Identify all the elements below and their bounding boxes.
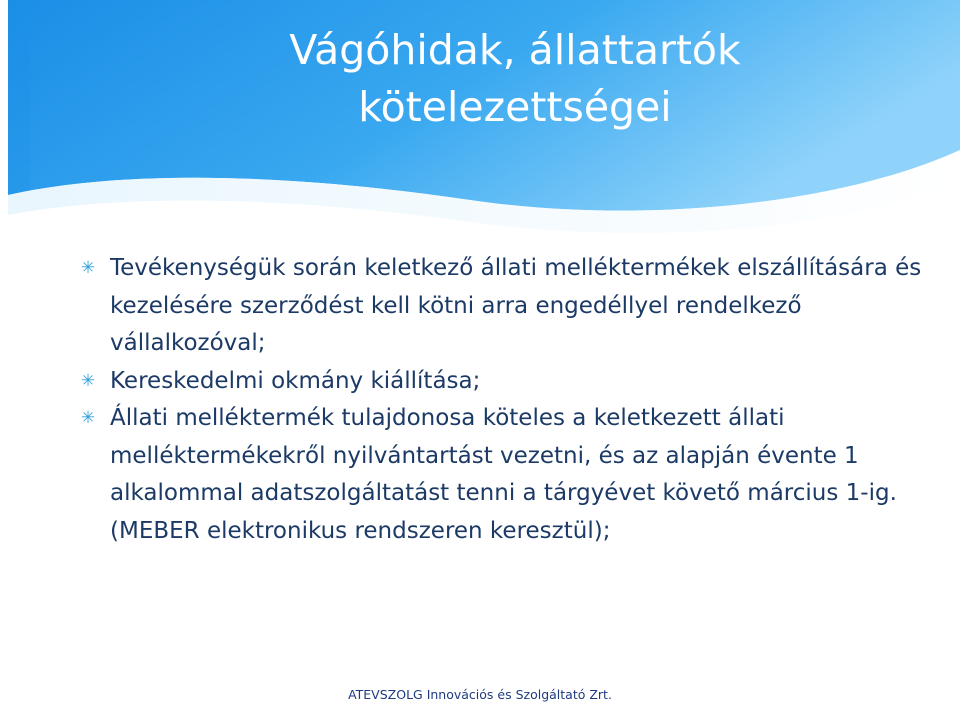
asterisk-bullet-icon: ✳ bbox=[80, 370, 96, 391]
bullet-text-contract: Tevékenységük során keletkező állati melléktermékek elszállítására és kezelésére szerződést kell kötni arra engedéllyel rendelkező vállalkozóval; bbox=[110, 255, 922, 356]
slide-title bbox=[190, 22, 840, 136]
slide-title-line-1: Vágóhidak, állattartók bbox=[289, 26, 741, 74]
asterisk-bullet-icon: ✳ bbox=[80, 408, 96, 428]
asterisk-bullet-icon: ✳ bbox=[80, 258, 96, 278]
bullet-item-records bbox=[78, 400, 938, 550]
bullet-list bbox=[78, 250, 938, 550]
bullet-item-contract bbox=[78, 250, 938, 363]
bullet-text-records: Állati melléktermék tulajdonosa köteles a keletkezett állati melléktermékekről nyilvántartást vezetni, és az alapján évente 1 alkalommal adatszolgáltatást tenni a tárgyévet követő március 1-ig. (MEBER elektronikus rendszeren keresztül); bbox=[110, 405, 897, 544]
bullet-item-document bbox=[78, 363, 938, 401]
footer-company-name: ATEVSZOLG Innovációs és Szolgáltató Zrt. bbox=[348, 687, 612, 702]
bullet-text-document: Kereskedelmi okmány kiállítása; bbox=[110, 367, 481, 394]
slide-title-line-2: kötelezettségei bbox=[358, 83, 672, 131]
